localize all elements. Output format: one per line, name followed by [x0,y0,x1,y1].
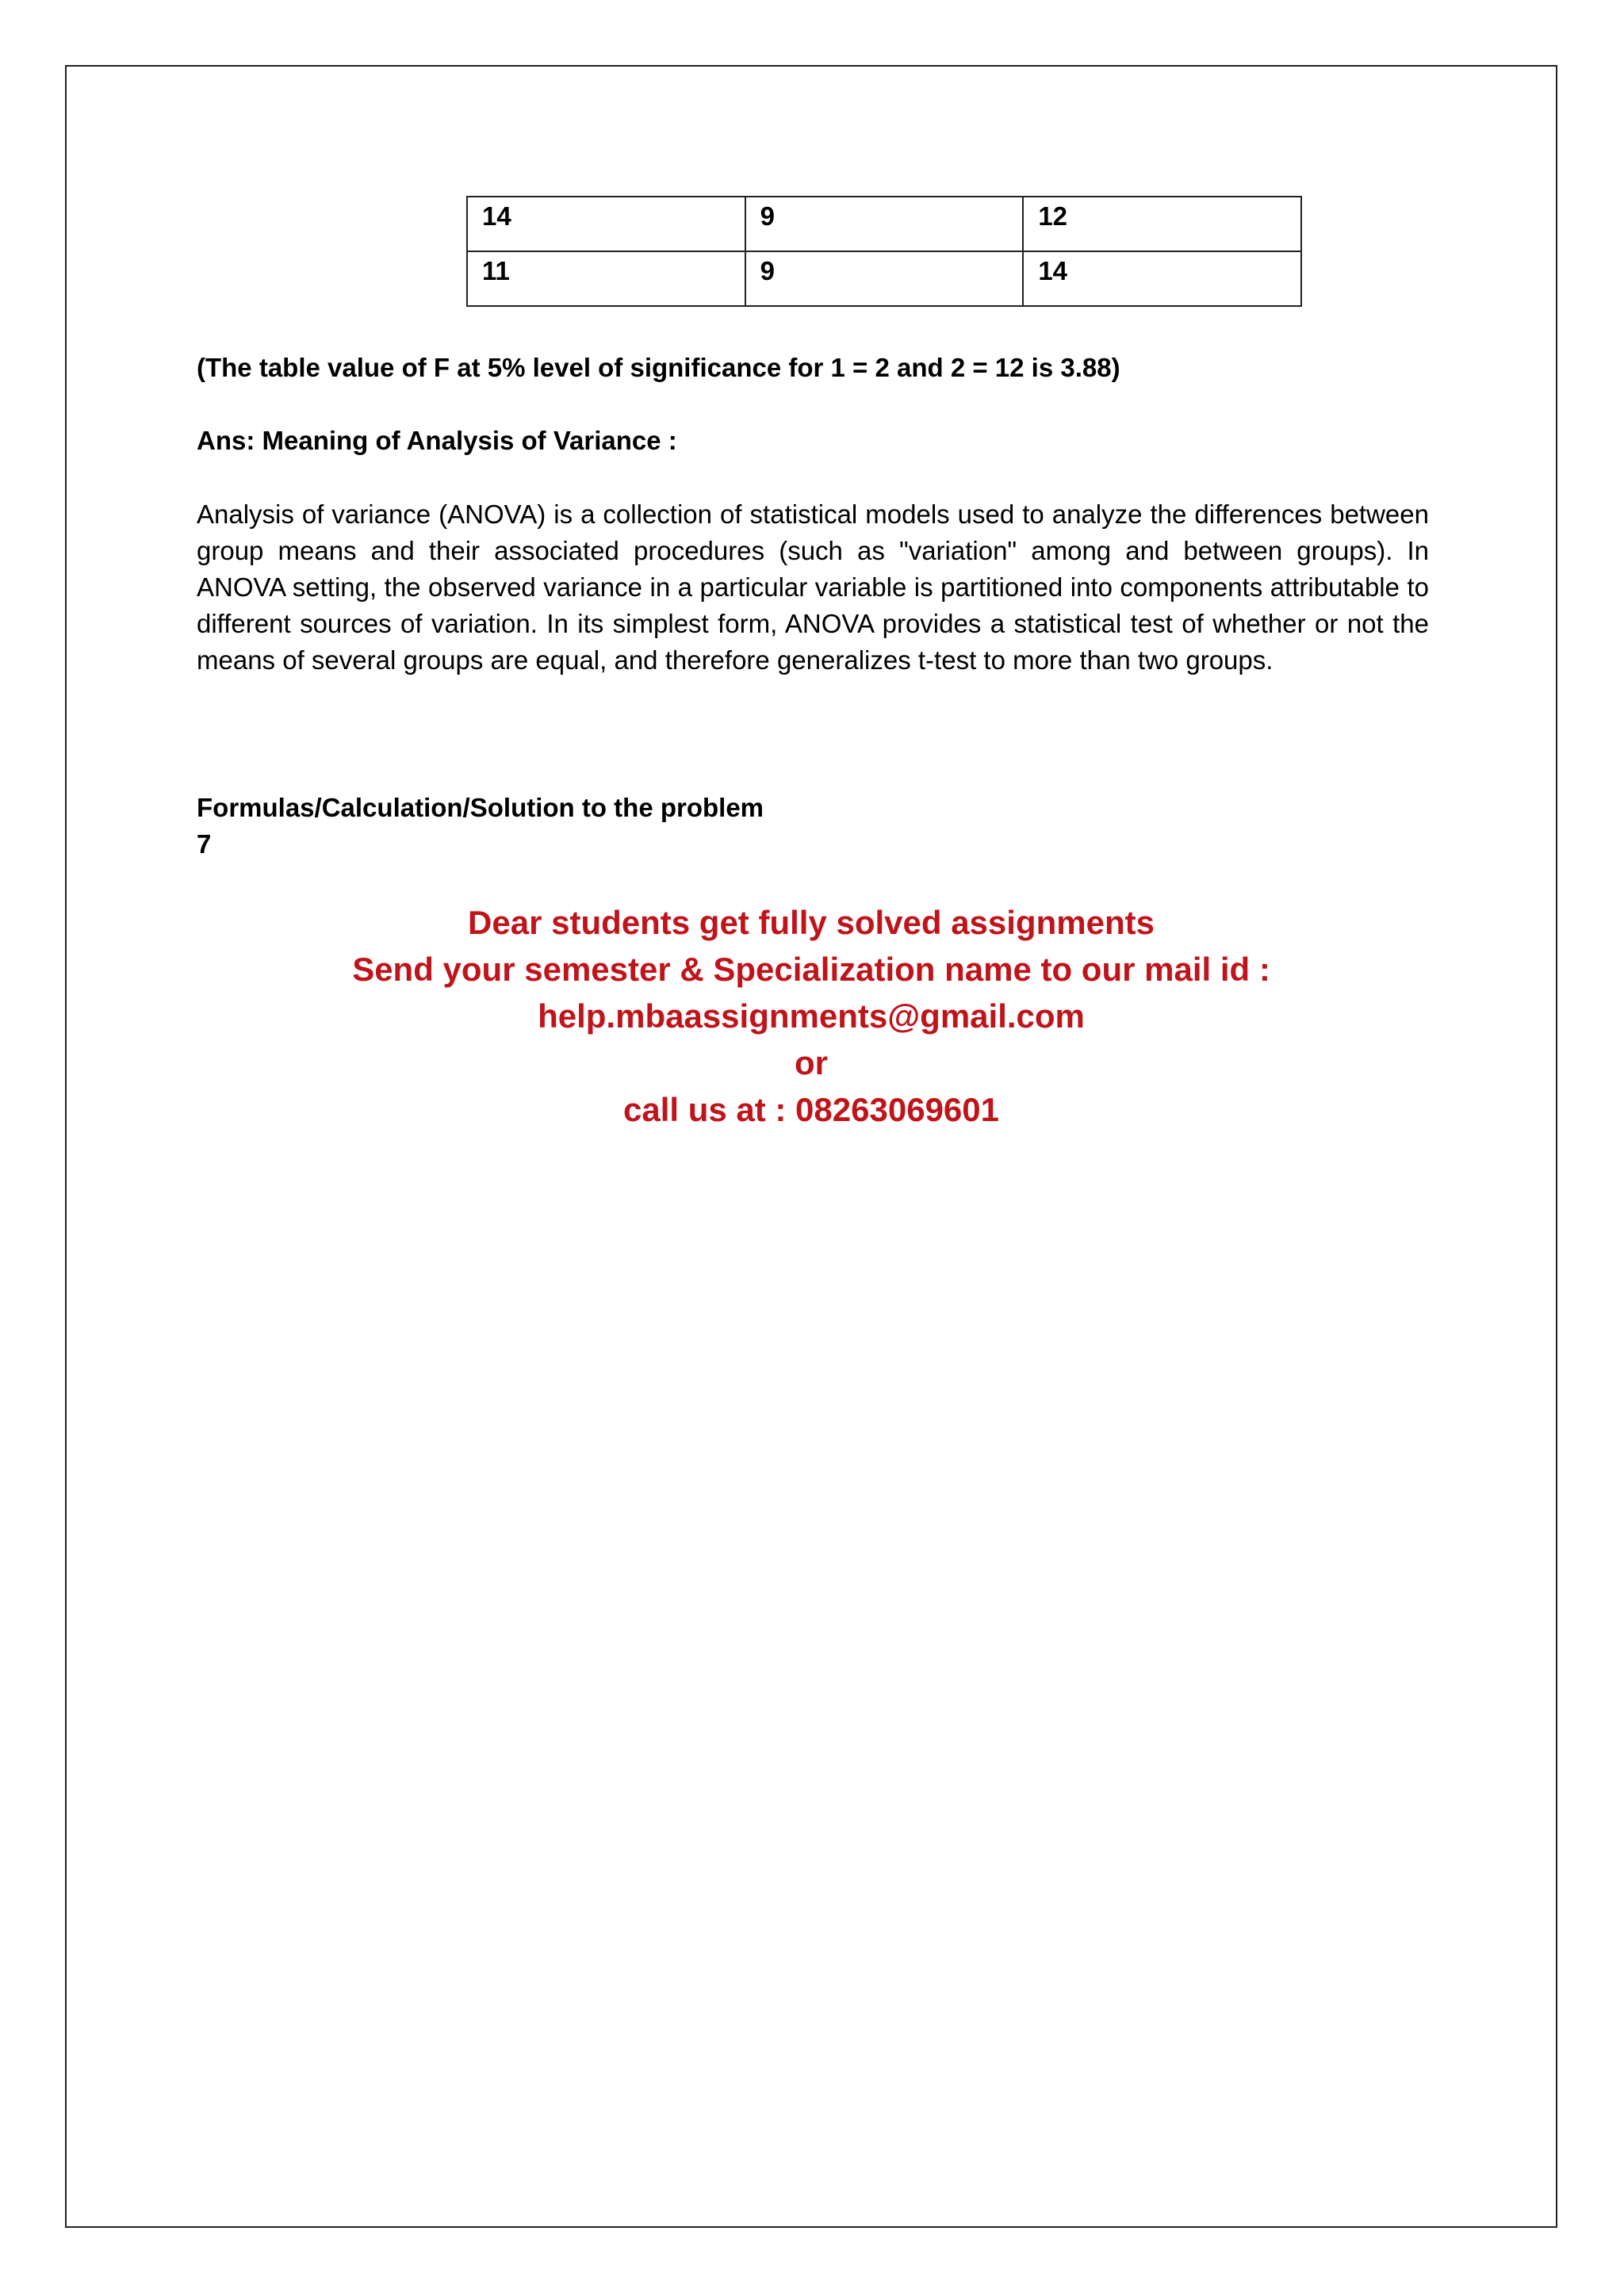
table-row [467,197,1301,251]
promo-phone: call us at : 08263069601 [622,1091,1000,1128]
f-table-note: (The table value of F at 5% level of significance for 1 = 2 and 2 = 12 is 3.88) [197,353,1120,382]
answer-heading: Ans: Meaning of Analysis of Variance : [197,426,677,455]
data-table [466,196,1302,307]
table-cell: 9 [745,197,1024,251]
table-cell: 14 [1023,251,1301,306]
question-number: 7 [197,829,212,859]
promo-or: or [795,1044,828,1081]
promo-line-1: Dear students get fully solved assignments [468,904,1155,941]
table-cell: 14 [467,197,745,251]
promo-email: help.mbaassignments@gmail.com [538,997,1085,1035]
table-row [467,251,1301,306]
table-cell: 12 [1023,197,1301,251]
formulas-heading: Formulas/Calculation/Solution to the problem [197,793,764,822]
page-border [65,65,1557,2228]
anova-paragraph: Analysis of variance (ANOVA) is a collection of statistical models used to analyze the differences between group means and their associated procedures (such as "variation" among and between groups). In ANOVA setting, the observed variance in a particular variable is partitioned into components attributable to different sources of variation. In its simplest form, ANOVA provides a statistical test of whether or not the means of several groups are equal, and therefore generalizes t-test to more than two groups. [197,499,1429,675]
table-cell: 11 [467,251,745,306]
promo-line-2: Send your semester & Specialization name to our mail id : [352,951,1270,988]
table-cell: 9 [745,251,1024,306]
promo-block [65,899,1557,1133]
